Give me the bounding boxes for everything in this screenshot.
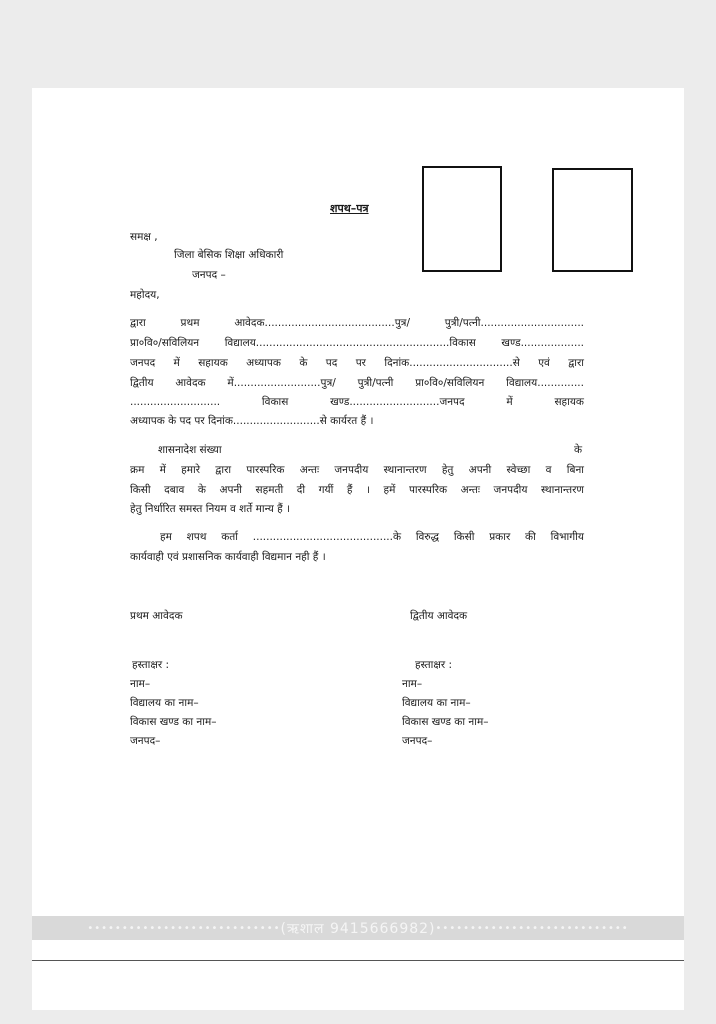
first-applicant-heading: प्रथम आवेदक xyxy=(130,610,183,622)
addressee-prefix: समक्ष , xyxy=(130,231,158,243)
second-signature-label: हस्ताक्षर : xyxy=(415,659,453,671)
para2-line4: हेतु निर्धारित समस्त नियम व शर्ते मान्य हैं । xyxy=(130,503,291,515)
para1-line6: अध्यापक के पद पर दिनांक..........................से कार्यरत हैं । xyxy=(130,415,374,427)
para3-line1: हम शपथ कर्ता ..........................................के विरुद्ध किसी प्रकार की विभागीय xyxy=(160,531,584,543)
document-title: शपथ–पत्र xyxy=(330,202,369,215)
photo-box-first xyxy=(422,166,502,272)
document-page xyxy=(32,88,684,1010)
watermark-dots-right: •••••••••••••••••••••••••••• xyxy=(435,922,629,934)
para1-line4: द्वितीय आवेदक में..........................पुत्र/ पुत्री/पत्नी प्रा०वि०/सविलियन विद्यालय.............. xyxy=(130,377,584,389)
para1-line5: ........................... विकास खण्ड...........................जनपद में सहायक xyxy=(130,396,584,408)
para1-line1: द्वारा प्रथम आवेदक.......................................पुत्र/ पुत्री/पत्नी............................... xyxy=(130,317,584,329)
para2-line2: क्रम में हमारे द्वारा पारस्परिक अन्तः जनपदीय स्थानान्तरण हेतु अपनी स्वेच्छा व बिना xyxy=(130,464,584,476)
watermark-band xyxy=(32,916,684,940)
divider-line xyxy=(32,960,684,961)
second-block-label: विकास खण्ड का नाम– xyxy=(402,716,489,728)
first-district-label: जनपद– xyxy=(130,735,161,747)
second-name-label: नाम– xyxy=(402,678,423,690)
photo-box-second xyxy=(552,168,633,272)
addressee-district: जनपद – xyxy=(192,269,226,281)
second-applicant-heading: द्वितीय आवेदक xyxy=(410,610,468,622)
para1-line2: प्रा०वि०/सविलियन विद्यालय..........................................................विकास खण्ड................... xyxy=(130,337,584,349)
watermark-dots-left: •••••••••••••••••••••••••••• xyxy=(87,922,281,934)
salutation: महोदय, xyxy=(130,289,160,301)
first-school-label: विद्यालय का नाम– xyxy=(130,697,199,709)
para1-line3: जनपद में सहायक अध्यापक के पद पर दिनांक...............................से एवं द्वारा xyxy=(130,357,584,369)
second-school-label: विद्यालय का नाम– xyxy=(402,697,471,709)
watermark-text: (ऋशाल 9415666982) xyxy=(280,920,436,937)
first-name-label: नाम– xyxy=(130,678,151,690)
second-district-label: जनपद– xyxy=(402,735,433,747)
first-signature-label: हस्ताक्षर : xyxy=(132,659,170,671)
addressee-officer: जिला बेसिक शिक्षा अधिकारी xyxy=(174,249,284,261)
first-block-label: विकास खण्ड का नाम– xyxy=(130,716,217,728)
para3-line2: कार्यवाही एवं प्रशासनिक कार्यवाही विद्यमान नही हैं । xyxy=(130,551,326,563)
para2-line1-start: शासनादेश संख्या xyxy=(158,444,222,456)
para2-line3: किसी दबाव के अपनी सहमती दी गयीं हैं । हमें पारस्परिक अन्तः जनपदीय स्थानान्तरण xyxy=(130,484,584,496)
para2-line1-end: के xyxy=(574,444,583,456)
